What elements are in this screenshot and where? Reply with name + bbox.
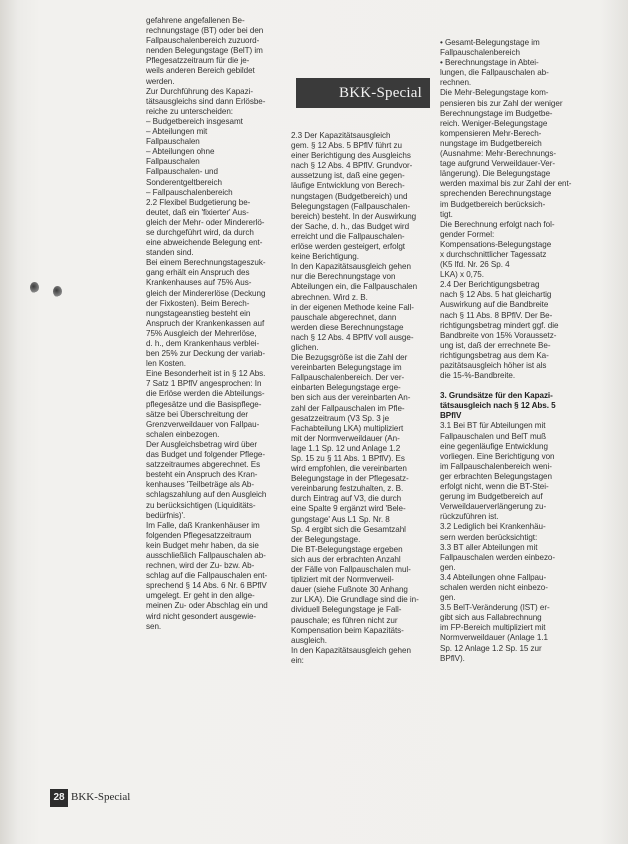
text-line: lage 1.1 Sp. 12 und Anlage 1.2 [291,443,401,453]
text-line: wird nicht gesondert ausgewie- [146,611,257,621]
text-line: läufige Entwicklung von Berech- [291,181,405,191]
text-line: nach § 11 Abs. 8 BPflV. Der Be- [440,310,553,320]
text-line: aussetzung ist, daß eine gegen- [291,171,405,181]
text-line: sprechend § 14 Abs. 6 Nr. 6 BPflV [146,581,267,591]
text-line: Verweildauerverlängerung zu- [440,502,547,512]
text-line: se durchgeführt wird, da durch [146,227,254,237]
text-line: richtigungsbetrag aus dem Ka- [440,350,549,360]
page-footer [40,789,140,807]
text-line: Sp. 12 Anlage 1.2 Sp. 15 zur [440,643,542,653]
text-line: Krankenhauses auf 75% Aus- [146,278,252,288]
text-line: vereinbarten Belegungstage im [291,363,402,373]
text-line: im FP-Bereich multipliziert mit [440,623,546,633]
text-line: Anspruch der Krankenkassen auf [146,318,265,328]
punch-hole [30,282,39,293]
text-line: Fallpauschalenbereich zuzuord- [146,36,260,46]
text-line: Fallpauschalenbereich [440,48,520,58]
text-line: reich. Weniger-Belegungstage [440,118,548,128]
text-line: zahl der Fallpauschalen im Pfle- [291,403,405,413]
text-line: len Kosten. [146,359,186,369]
text-line: Fallpauschalen- und [146,167,218,177]
text-line: werden diese Berechnungstage [291,322,404,332]
text-line: der Fälle von Fallpauschalen mul- [291,565,411,575]
text-line: rechnen, wird der Zu- bzw. Ab- [146,561,255,571]
text-line: ein: [291,655,304,665]
text-line: erreicht und die Fallpauschalen- [291,231,405,241]
banner-label: BKK-Special [338,85,422,101]
text-line: gang erhält ein Anspruch des [146,268,250,278]
text-line: 75% Ausgleich der Mehrerlöse, [146,328,257,338]
text-line: schalen werden nicht einbezo- [440,582,548,592]
text-line: gem. § 12 Abs. 5 BPflV führt zu [291,141,402,151]
text-line: im Budgetbereich berücksich- [440,199,546,209]
text-line: Im Falle, daß Krankenhäuser im [146,520,260,530]
text-line: im Fallpauschalenbereich weni- [440,461,552,471]
text-line: 3. Grundsätze für den Kapazi- [440,391,553,401]
text-line: gesatzzeitraum (V3 Sp. 3 je [291,413,390,423]
text-line: pensieren bis zur Zahl der weniger [440,98,563,108]
text-line: nungstageanstieg besteht ein [146,308,251,318]
text-line: 3.5 BelT-Veränderung (IST) er- [440,603,550,613]
text-line: der Fixkosten). Beim Berech- [146,298,250,308]
text-line: das Budget und folgender Pflege- [146,450,265,460]
text-line: dividuell Belegungstage je Fall- [291,605,402,615]
text-line: Die BT-Belegungstage ergeben [291,544,403,554]
text-line: rechnen. [440,78,472,88]
text-line: lungen, die Fallpauschalen ab- [440,68,549,78]
text-line: folgenden Pflegesatzzeitraum [146,530,252,540]
text-line: ung ist, daß der errechnete Be- [440,340,551,350]
text-line: besteht ein Anspruch des Kran- [146,470,258,480]
text-line: werden maximal bis zur Zahl der ent- [440,179,572,189]
text-line: längerung). Die Belegungstage [440,169,551,179]
text-line: ausschließlich Fallpauschalen ab- [146,550,266,560]
text-line: 2.3 Der Kapazitätsausgleich [291,131,391,140]
text-line: Fachabteilung LKA) multipliziert [291,423,404,433]
text-line: mit der Normverweildauer (An- [291,433,400,443]
text-line: gungstage' Aus L1 Sp. Nr. 8 [291,514,390,524]
text-line: Die Berechnung erfolgt nach fol- [440,219,555,229]
text-line: zur LKA). Die Grundlage sind die in- [291,595,419,605]
text-line: gerung im Budgetbereich auf [440,492,543,502]
text-line: tätsausgleich nach § 12 Abs. 5 [440,401,556,411]
text-line: rechnungstage (BT) oder bei den [146,26,264,36]
text-line: ben sich aus der vereinbarten An- [291,393,411,403]
text-line: gleich der Mehr- oder Mindererlö- [146,217,265,227]
text-line: tipliziert mit der Normverweil- [291,575,394,585]
text-line: dauer (siehe Fußnote 30 Anhang [291,585,408,595]
text-line: rückzuführen ist. [440,512,499,522]
text-line: Sp. 4 ergibt sich die Gesamtzahl [291,524,406,534]
text-line: der Belegungstage. [291,534,361,544]
text-column-right [440,38,578,664]
text-line: Belegungstage in der Pflegesatz- [291,474,409,484]
text-line [440,381,578,391]
text-line: sich aus der erbrachten Anzahl [291,554,401,564]
text-line: Normverweildauer (Anlage 1.1 [440,633,548,643]
text-line: ben 25% zur Deckung der variab- [146,349,266,359]
text-line: pflegesätze und die Basispflege- [146,399,262,409]
text-line: nungstage im Budgetbereich [440,138,542,148]
text-line: Fallpauschalenbereich. Der ver- [291,373,405,383]
text-line: in der eigenen Methode keine Fall- [291,302,414,312]
text-line: – Budgetbereich insgesamt [146,116,243,126]
text-line: nach § 12 Abs. 5 hat gleichartig [440,290,552,300]
text-line: nach § 12 Abs. 4 BPflV. Grundvor- [291,161,413,171]
text-line: – Abteilungen ohne [146,147,215,157]
text-line: pazitätsausgleich höher ist als [440,361,547,370]
text-line: gefahrene angefallenen Be- [146,16,245,25]
text-line: sprechenden Berechnungstage [440,189,552,199]
text-line: 7 Satz 1 BPflV angesprochen: In [146,379,262,389]
text-line: zu berücksichtigen (Liquiditäts- [146,500,256,510]
text-line: gen. [440,593,456,603]
text-line: gender Formel: [440,229,495,239]
text-line: die Erlöse werden die Abteilungs- [146,389,265,399]
text-line: Abteilungen ein, die Fallpauschalen [291,282,418,292]
text-line: die 15-%-Bandbreite. [440,371,516,381]
text-line: Kompensation beim Kapazitäts- [291,625,404,635]
text-line: Berechnungstage im Budgetbe- [440,108,553,118]
text-line: gibt sich aus Fallabrechnung [440,613,542,623]
text-line: Zur Durchführung des Kapazi- [146,86,254,96]
text-line: wird empfohlen, die vereinbarten [291,464,407,474]
text-line: Sp. 15 zu § 11 Abs. 1 BPflV). Es [291,454,405,463]
text-line: tigt. [440,209,453,219]
text-line: • Gesamt-Belegungstage im [440,38,540,47]
text-line: Fallpauschalen [146,137,200,147]
text-line: abrechnen. Wird z. B. [291,292,368,302]
text-line: Bandbreite von 15% Voraussetz- [440,330,557,340]
text-line: erlöse werden gesteigert, erfolgt [291,242,405,252]
text-line: kein Budget mehr haben, da sie [146,540,259,550]
text-line: gleich der Mindererlöse (Deckung [146,288,266,298]
text-line: sen. [146,621,162,631]
text-line: bereich) besteht. In der Auswirkung [291,211,417,221]
text-line: vorliegen. Eine Berichtigung von [440,451,555,461]
text-line: tätsausgleichs sind dann Erlösbe- [146,96,266,106]
text-line: meinen Zu- oder Abschlag ein und [146,601,268,611]
text-line: BPflV). [440,653,465,663]
text-line: 3.2 Lediglich bei Krankenhäu- [440,522,546,532]
text-line: 2.4 Der Berichtigungsbetrag [440,280,540,290]
text-line: werden. [146,76,175,86]
text-line: LKA) x 0,75. [440,270,484,280]
text-line: ausgleich. [291,635,327,645]
text-line: gen. [440,562,456,572]
text-line: Kompensations-Belegungstage [440,239,552,249]
text-line: schalen einbezogen. [146,429,220,439]
text-line: pauschale abgerechnet, dann [291,312,397,322]
text-line: keine Berichtigung. [291,252,359,262]
text-line: kompensieren Mehr-Berech- [440,128,542,138]
text-line: Eine Besonderheit ist in § 12 Abs. [146,369,266,379]
text-line: der Sache, d. h., das Budget wird [291,221,410,231]
text-line: • Berechnungstage in Abtei- [440,58,539,68]
text-line: Fallpauschalen und BelT muß [440,431,547,441]
text-line: Sonderentgeltbereich [146,177,222,187]
text-line: einbarten Belegungstage erge- [291,383,401,393]
text-line: eine Spalte 9 ergänzt wird 'Bele- [291,504,406,514]
text-line: In den Kapazitätsausgleich gehen [291,262,411,272]
text-line: Belegungstagen (Fallpauschalen- [291,201,411,211]
text-line: kenhauses 'Teilbeträge als Ab- [146,480,255,490]
section-banner [296,78,430,108]
text-line: eine abweichende Belegung ent- [146,238,263,248]
text-line: (K5 lfd. Nr. 26 Sp. 4 [440,260,510,270]
text-line: vereinbarung festzuhalten, z. B. [291,484,404,494]
text-line: nungstagen (Budgetbereich) und [291,191,408,201]
text-line: pauschale; es führen nicht zur [291,615,398,625]
text-line: standen sind. [146,248,194,258]
text-line: tage aufgrund Verweildauer-Ver- [440,159,555,169]
text-line: nach § 12 Abs. 4 BPflV voll ausge- [291,332,414,342]
page-number: 28 [50,789,68,807]
text-line: Fallpauschalen werden einbezo- [440,552,556,562]
text-line: deutet, daß ein 'fixierter' Aus- [146,207,249,217]
text-line: satzzeitraumes abgerechnet. Es [146,460,261,470]
text-line: Fallpauschalen [146,157,200,167]
text-line: nenden Belegungstage (BelT) im [146,46,263,56]
footer-label: BKK-Special [71,791,131,803]
text-line: glichen. [291,342,319,352]
text-line: – Fallpauschalenbereich [146,187,233,197]
text-line: 3.4 Abteilungen ohne Fallpau- [440,572,547,582]
text-line: weils anderen Bereich gebildet [146,66,255,76]
text-line: bedürfnis)'. [146,510,186,520]
text-line: schlag auf die Fallpauschalen ent- [146,571,268,581]
text-line: Bei einem Berechnungstageszuk- [146,258,266,268]
text-line: reiche zu unterscheiden: [146,106,233,116]
text-line: Die Bezugsgröße ist die Zahl der [291,353,408,363]
text-line: In den Kapazitätsausgleich gehen [291,645,411,655]
text-line: Pflegesatzzeitraum für die je- [146,56,250,66]
text-line: BPflV [440,411,462,421]
text-line: ger erbrachten Belegungstagen [440,471,552,481]
text-line: nur die Berechnungstage von [291,272,396,282]
text-line: (Ausnahme: Mehr-Berechnungs- [440,149,557,159]
text-line: einer Berichtigung des Ausgleichs [291,151,411,161]
text-line: 3.3 BT aller Abteilungen mit [440,542,538,552]
text-line: richtigungsbetrag mindert ggf. die [440,320,559,330]
text-line: x durchschnittlicher Tagessatz [440,249,547,259]
text-line: durch Eintrag auf V3, die durch [291,494,402,504]
text-line: – Abteilungen mit [146,127,208,137]
text-column-middle [291,131,430,666]
text-line: sätze bei Überschreitung der [146,409,249,419]
text-line: sern werden berücksichtigt: [440,532,538,542]
text-line: umgelegt. Er geht in den allge- [146,591,255,601]
text-line: Die Mehr-Belegungstage kom- [440,88,549,98]
text-line: schlagszahlung auf den Ausgleich [146,490,267,500]
text-line: eine gegenläufige Entwicklung [440,441,548,451]
text-line: 2.2 Flexibel Budgetierung be- [146,197,251,207]
punch-hole [53,286,62,297]
text-line: erfolgt nicht, wenn die BT-Stei- [440,482,549,492]
text-line: Auswirkung auf die Bandbreite [440,300,549,310]
text-line: Grenzverweildauer von Fallpau- [146,419,260,429]
text-line: 3.1 Bei BT für Abteilungen mit [440,421,546,431]
text-line: d. h., dem Krankenhaus verblei- [146,339,260,348]
text-line: Der Ausgleichsbetrag wird über [146,439,257,449]
text-column-left [146,16,286,632]
